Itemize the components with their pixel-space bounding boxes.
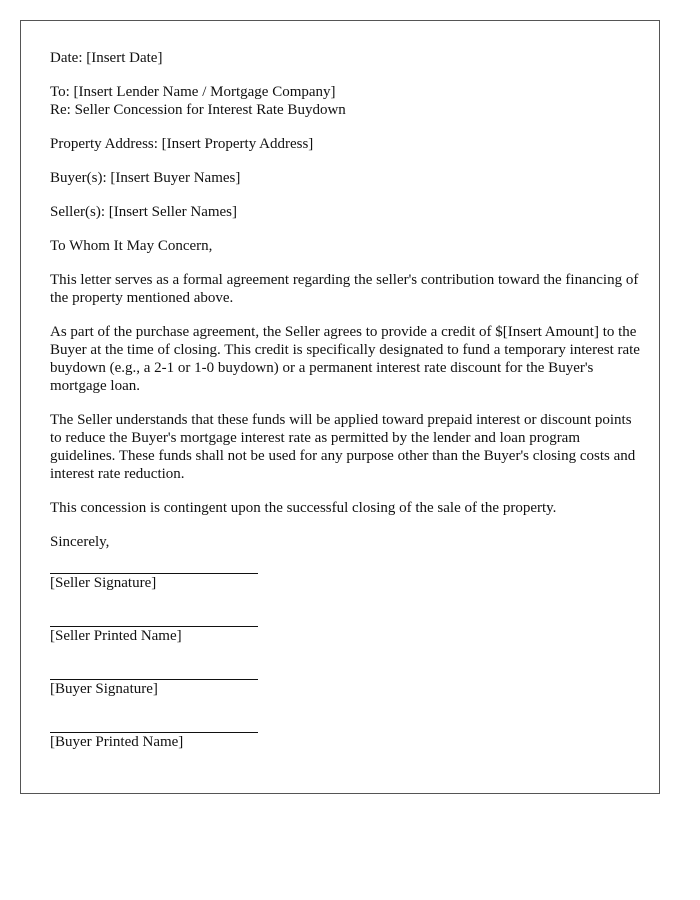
buyer-printed-name-label: [Buyer Printed Name] [50,734,184,750]
recipient-block [50,83,640,119]
paragraph-funds-use: The Seller understands that these funds will be applied toward prepaid interest or discount points to reduce the Buyer's mortgage interest rate as permitted by the lender and loan program guidelines. These funds shall not be used for any purpose other than the Buyer's closing costs and interest rate reduction. [50,412,636,482]
date-line: Date: [Insert Date] [50,50,163,66]
buyer-signature-label: [Buyer Signature] [50,681,158,697]
paragraph-intro: This letter serves as a formal agreement regarding the seller's contribution toward the financing of the property mentioned above. [50,272,639,306]
property-address-line: Property Address: [Insert Property Address] [50,136,314,152]
seller-printed-name-label: [Seller Printed Name] [50,628,182,644]
buyers-line: Buyer(s): [Insert Buyer Names] [50,170,241,186]
sellers-line: Seller(s): [Insert Seller Names] [50,204,238,220]
seller-signature-label: [Seller Signature] [50,575,157,591]
letter-document [20,20,660,794]
signature-block-seller-printed-name [50,626,640,645]
signature-block-buyer-signature [50,679,640,698]
to-line: To: [Insert Lender Name / Mortgage Company] [50,84,336,100]
paragraph-credit: As part of the purchase agreement, the Seller agrees to provide a credit of $[Insert Amount] to the Buyer at the time of closing. This credit is specifically designated to fund a temporary interest rate buydown (e.g., a 2-1 or 1-0 buydown) or a permanent interest rate discount for the Buyer's mortgage loan. [50,324,640,394]
paragraph-contingency: This concession is contingent upon the successful closing of the sale of the property. [50,500,557,516]
re-line: Re: Seller Concession for Interest Rate Buydown [50,102,346,118]
signature-block-buyer-printed-name [50,732,640,751]
letter-content [50,49,640,751]
closing: Sincerely, [50,534,110,550]
salutation: To Whom It May Concern, [50,238,213,254]
signature-block-seller-signature [50,573,640,592]
